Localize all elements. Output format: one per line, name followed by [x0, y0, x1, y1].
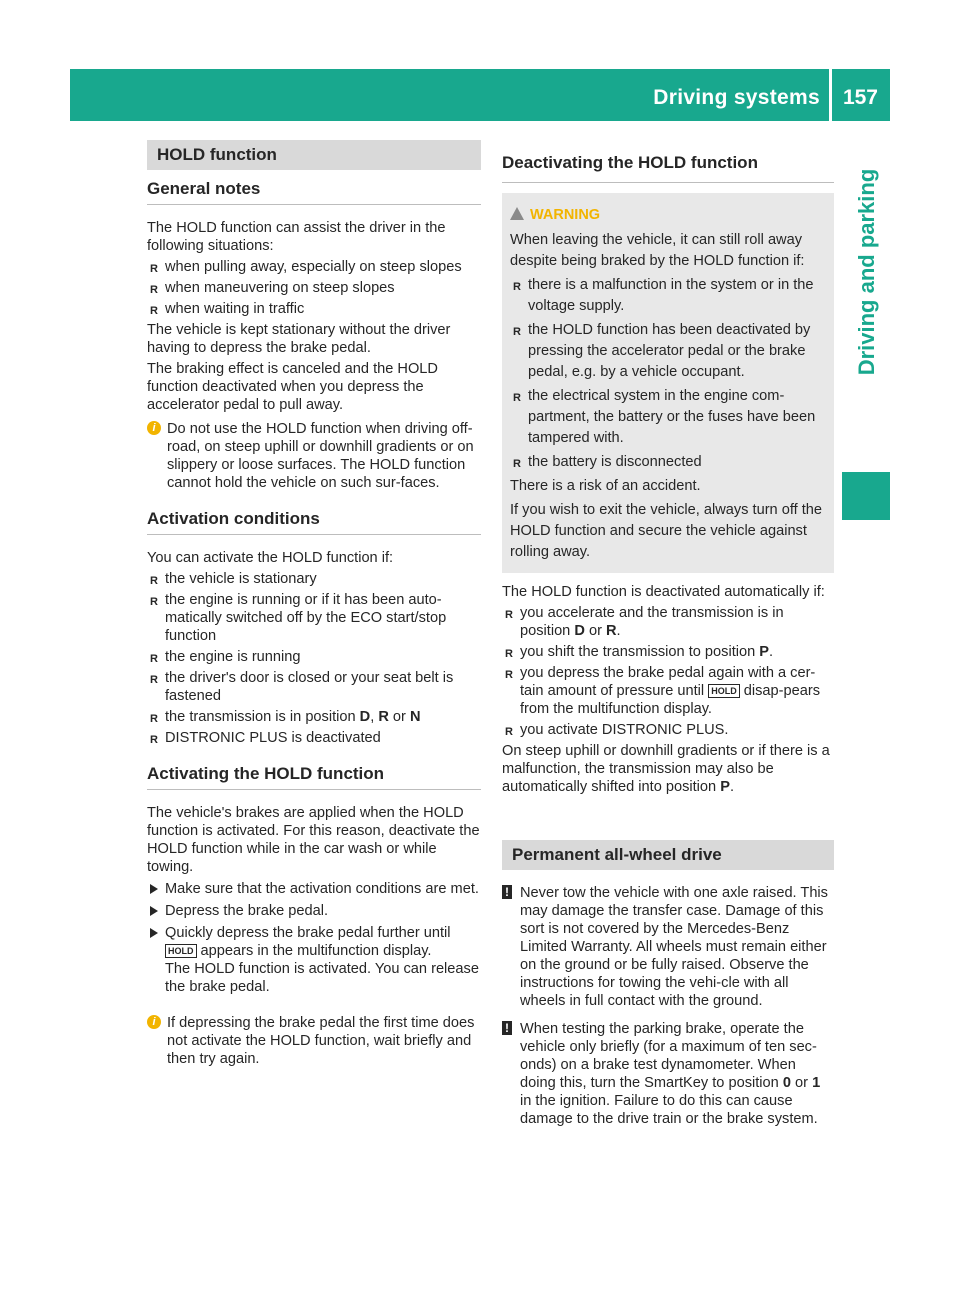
list-item: R the engine is running or if it has been auto-matically switched off by the ECO start/stop function — [147, 591, 481, 645]
caution-note — [502, 1020, 834, 1128]
warning-advice: If you wish to exit the vehicle, always turn off the HOLD function and secure the vehicle against rolling away. — [510, 502, 823, 560]
step-result: The HOLD function is activated. You can release the brake pedal. — [165, 961, 479, 995]
list-item: R the engine is running — [147, 648, 481, 666]
list-item: R the driver's door is closed or your seat belt is fastened — [147, 669, 481, 705]
exclamation-icon: ! — [502, 885, 512, 899]
section-box-title: HOLD function — [147, 140, 481, 170]
activation-intro: You can activate the HOLD function if: — [147, 550, 394, 566]
list-item: R you activate DISTRONIC PLUS. — [502, 721, 834, 739]
activation-heading: Activation conditions — [147, 510, 481, 535]
paragraph: The vehicle is kept stationary without the driver having to depress the brake pedal. — [147, 322, 451, 356]
list-item: R when pulling away, especially on steep slopes — [147, 258, 481, 276]
section-title: Driving systems — [653, 86, 820, 109]
paragraph: The braking effect is canceled and the HOLD function deactivated when you depress the accelerator pedal to pull away. — [147, 361, 438, 413]
general-notes-heading: General notes — [147, 180, 481, 205]
caution-text: Never tow the vehicle with one axle raised. This may damage the transfer case. Damage of this sort is not covered by the Mercedes-Benz Limited Warranty. All wheels must remain either on the ground or be fully raised. Observe the instructions for towing the vehi-cle with all wheels in full contact with the ground. — [520, 885, 828, 1009]
intro-text: The HOLD function can assist the driver in the following situations: — [147, 220, 446, 254]
list-item: R the electrical system in the engine com-partment, the battery or the fuses have been tampered with. — [510, 386, 826, 449]
auto-deactivation-intro: The HOLD function is deactivated automatically if: — [502, 584, 825, 600]
caution-note — [502, 884, 834, 1010]
step-item: Depress the brake pedal. — [147, 902, 481, 920]
list-item: R you depress the brake pedal again with a cer-tain amount of pressure until HOLD disap-pears from the multifunction display. — [502, 664, 834, 718]
list-item: R you accelerate and the transmission is in position D or R. — [502, 604, 834, 640]
list-item: R the battery is disconnected — [510, 452, 826, 473]
exclamation-icon: ! — [502, 1021, 512, 1035]
warning-intro: When leaving the vehicle, it can still roll away despite being braked by the HOLD function if: — [510, 232, 805, 269]
warning-box — [502, 193, 834, 573]
header-divider — [829, 69, 832, 121]
list-item: R the HOLD function has been deactivated by pressing the accelerator pedal or the brake pedal, e.g. by a vehicle occupant. — [510, 320, 826, 383]
hold-symbol-icon: HOLD — [708, 684, 740, 698]
right-column — [502, 140, 834, 1128]
list-item: R the transmission is in position D, R or N — [147, 708, 481, 726]
section-box-title: Permanent all-wheel drive — [502, 840, 834, 870]
list-item: R you shift the transmission to position P. — [502, 643, 834, 661]
list-item: R when waiting in traffic — [147, 300, 481, 318]
info-text: If depressing the brake pedal the first time does not activate the HOLD function, wait briefly and then try again. — [167, 1015, 475, 1067]
list-item: R the vehicle is stationary — [147, 570, 481, 588]
hold-symbol-icon: HOLD — [165, 944, 197, 958]
step-item: Make sure that the activation conditions are met. — [147, 880, 481, 898]
page-header — [70, 69, 890, 121]
info-note — [147, 420, 481, 492]
warning-risk: There is a risk of an accident. — [510, 478, 701, 494]
deactivating-heading: Deactivating the HOLD function — [502, 140, 834, 183]
info-text: Do not use the HOLD function when driving off-road, on steep uphill or downhill gradients or on slippery or loose surfaces. The HOLD function cannot hold the vehicle on such sur-faces. — [167, 421, 474, 491]
info-note — [147, 1014, 481, 1068]
caution-text: When testing the parking brake, operate the vehicle only briefly (for a maximum of ten sec-onds) on a brake test dynamometer. When doing this, turn the SmartKey to position 0 or 1 in the ignition. Failure to do this can cause damage to the drive train or the brake system. — [520, 1021, 821, 1127]
activating-heading: Activating the HOLD function — [147, 765, 481, 790]
list-item: R when maneuvering on steep slopes — [147, 279, 481, 297]
side-tab-label: Driving and parking — [854, 168, 879, 376]
activating-intro: The vehicle's brakes are applied when the HOLD function is activated. For this reason, deactivate the HOLD function while in the car wash or while towing. — [147, 805, 480, 875]
warning-label: WARNING — [510, 205, 826, 226]
page-number: 157 — [842, 86, 878, 109]
info-icon: i — [147, 1015, 161, 1029]
list-item: R there is a malfunction in the system or in the voltage supply. — [510, 275, 826, 317]
side-tab-marker — [842, 472, 890, 520]
paragraph: On steep uphill or downhill gradients or if there is a malfunction, the transmission may also be automatically shifted into position P. — [502, 743, 830, 795]
list-item: R DISTRONIC PLUS is deactivated — [147, 729, 481, 747]
info-icon: i — [147, 421, 161, 435]
left-column — [147, 140, 481, 1068]
warning-triangle-icon — [510, 207, 524, 220]
step-item: Quickly depress the brake pedal further until HOLD appears in the multifunction display. The HOLD function is activated. You can release the brake pedal. — [147, 924, 481, 996]
